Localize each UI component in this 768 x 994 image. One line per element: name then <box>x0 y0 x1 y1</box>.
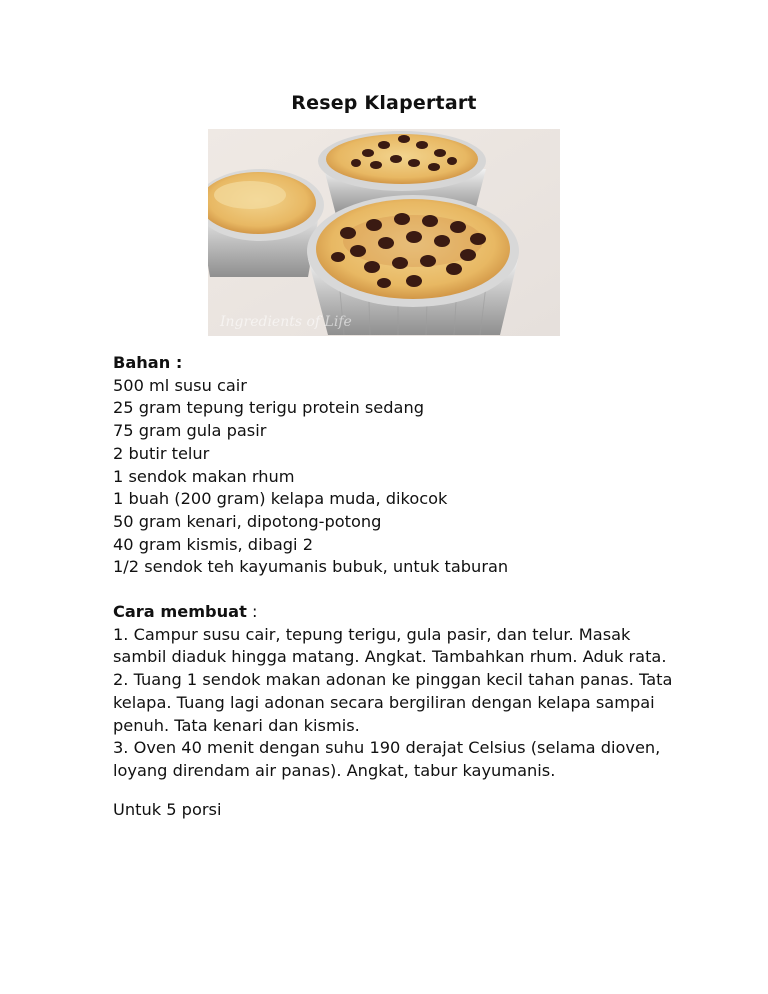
ingredient-item: 40 gram kismis, dibagi 2 <box>113 534 313 554</box>
ingredient-item: 1/2 sendok teh kayumanis bubuk, untuk taburan <box>113 557 509 577</box>
method-step: 1. Campur susu cair, tepung terigu, gula pasir, dan telur. Masak sambil diaduk hingga matang. Angkat. Tambahkan rhum. Aduk rata. <box>113 624 667 667</box>
ingredients-heading: Bahan : <box>113 353 183 372</box>
ingredient-item: 25 gram tepung terigu protein sedang <box>113 398 424 418</box>
method-steps <box>113 624 673 783</box>
method-heading-row <box>113 601 673 624</box>
recipe-title: Resep Klapertart <box>291 92 477 114</box>
photo-watermark: Ingredients of Life <box>220 314 352 330</box>
ingredient-item: 50 gram kenari, dipotong-potong <box>113 511 382 531</box>
method-step: 3. Oven 40 menit dengan suhu 190 derajat Celsius (selama dioven, loyang direndam air panas). Angkat, tabur kayumanis. <box>113 738 661 780</box>
method-heading-colon: : <box>246 602 258 622</box>
ingredient-item: 2 butir telur <box>113 443 210 463</box>
ingredient-item: 1 buah (200 gram) kelapa muda, dikocok <box>113 489 448 509</box>
method-step: 2. Tuang 1 sendok makan adonan ke pinggan kecil tahan panas. Tata kelapa. Tuang lagi adonan secara bergiliran dengan kelapa sampai penuh. Tata kenari dan kismis. <box>113 670 673 735</box>
spacer <box>113 783 673 799</box>
recipe-content <box>113 352 673 821</box>
method-heading: Cara membuat <box>113 602 247 622</box>
klappertaart-illustration <box>208 129 560 336</box>
spacer <box>113 579 673 601</box>
ingredient-item: 75 gram gula pasir <box>113 421 267 441</box>
ingredients-list <box>113 375 673 579</box>
klappertaart-photo <box>208 129 560 336</box>
ingredient-item: 500 ml susu cair <box>113 375 247 395</box>
servings: Untuk 5 porsi <box>113 799 222 819</box>
ingredient-item: 1 sendok makan rhum <box>113 466 295 486</box>
